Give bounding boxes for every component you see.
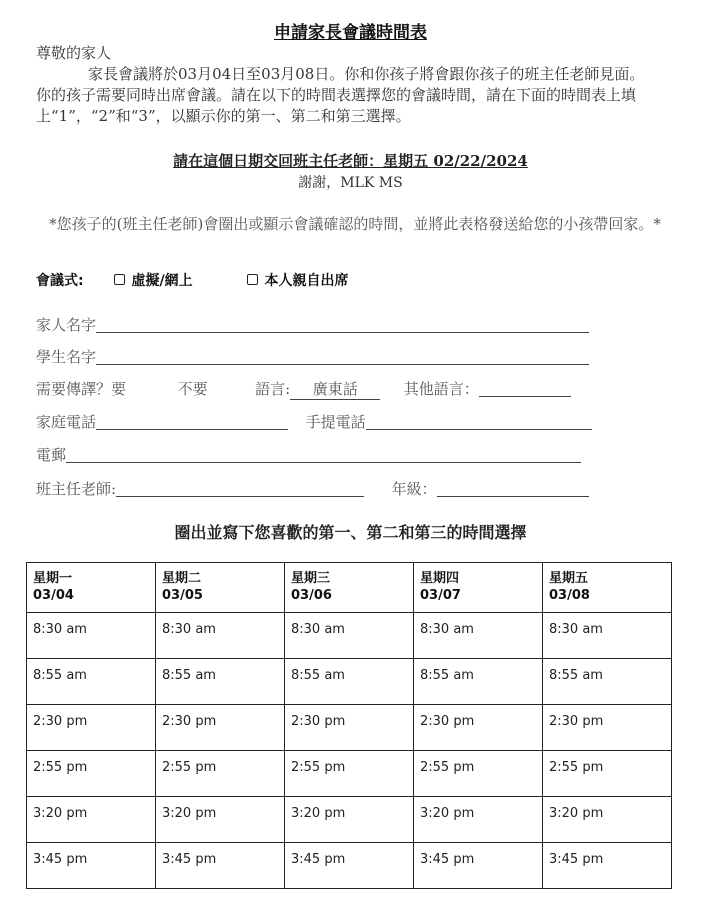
time-slot-cell[interactable]: 3:20 pm: [156, 797, 285, 843]
day-header: [543, 563, 672, 613]
day-name: 星期四: [420, 571, 460, 586]
day-date: 03/06: [291, 588, 332, 603]
time-slot-cell[interactable]: 2:55 pm: [414, 751, 543, 797]
time-slot-cell[interactable]: 2:30 pm: [414, 705, 543, 751]
teacher-row: [36, 478, 589, 499]
virtual-option-label: 虛擬/網上: [131, 273, 193, 289]
time-slot-cell[interactable]: 8:55 am: [285, 659, 414, 705]
grade-label: 年級：: [391, 480, 437, 498]
time-slot-cell[interactable]: 3:45 pm: [414, 843, 543, 889]
language-field[interactable]: 廣東話: [290, 378, 380, 400]
language-label: 語言:: [255, 380, 291, 398]
time-slot-cell[interactable]: 3:20 pm: [285, 797, 414, 843]
meeting-format-label: 會議式:: [36, 273, 84, 289]
family-name-row: [36, 314, 589, 335]
time-slot-cell[interactable]: 2:55 pm: [156, 751, 285, 797]
day-date: 03/04: [33, 588, 74, 603]
time-slot-cell[interactable]: 2:30 pm: [543, 705, 672, 751]
interpreter-yes-label[interactable]: 需要傳譯？要: [36, 380, 127, 398]
time-slot-cell[interactable]: 2:30 pm: [156, 705, 285, 751]
day-date: 03/07: [420, 588, 461, 603]
home-phone-label: 家庭電話: [36, 413, 97, 431]
thanks-signature: 謝謝，MLK MS: [298, 175, 403, 191]
greeting: 尊敬的家人: [36, 44, 112, 62]
family-name-field[interactable]: [96, 316, 589, 333]
time-slot-cell[interactable]: 2:30 pm: [27, 705, 156, 751]
email-row: [36, 444, 581, 465]
grade-field[interactable]: [437, 480, 589, 497]
time-slot-cell[interactable]: 3:45 pm: [543, 843, 672, 889]
schedule-header-row: [27, 563, 672, 613]
time-slot-row: [27, 705, 672, 751]
virtual-checkbox[interactable]: [114, 274, 125, 285]
day-header: [27, 563, 156, 613]
day-header: [414, 563, 543, 613]
in-person-checkbox[interactable]: [247, 274, 258, 285]
email-field[interactable]: [66, 446, 581, 463]
time-slot-cell[interactable]: 2:55 pm: [543, 751, 672, 797]
interpreter-no-label[interactable]: 不要: [177, 380, 208, 398]
student-name-row: [36, 346, 589, 367]
time-slot-cell[interactable]: 8:55 am: [27, 659, 156, 705]
time-slot-row: [27, 797, 672, 843]
time-slot-cell[interactable]: 2:55 pm: [27, 751, 156, 797]
time-slot-row: [27, 613, 672, 659]
time-slot-cell[interactable]: 8:30 am: [27, 613, 156, 659]
confirmation-note: *您孩子的(班主任老師)會圈出或顯示會議確認的時間，並將此表格發送給您的小孩帶回家。*: [49, 215, 661, 233]
other-language-label: 其他語言：: [403, 380, 479, 398]
day-header: [156, 563, 285, 613]
time-slot-cell[interactable]: 3:45 pm: [27, 843, 156, 889]
home-phone-field[interactable]: [96, 413, 288, 430]
teacher-field[interactable]: [116, 480, 364, 497]
day-name: 星期一: [33, 571, 73, 586]
family-name-label: 家人名字: [36, 316, 97, 334]
time-choice-instruction: 圈出並寫下您喜歡的第一、第二和第三的時間選擇: [174, 523, 527, 542]
day-name: 星期二: [162, 571, 202, 586]
time-slot-cell[interactable]: 8:55 am: [156, 659, 285, 705]
virtual-option[interactable]: [114, 270, 192, 290]
day-name: 星期三: [291, 571, 331, 586]
time-slot-row: [27, 751, 672, 797]
day-header: [285, 563, 414, 613]
time-slot-cell[interactable]: 3:20 pm: [543, 797, 672, 843]
time-slot-cell[interactable]: 3:20 pm: [414, 797, 543, 843]
in-person-option-label: 本人親自出席: [264, 273, 349, 289]
time-slot-cell[interactable]: 8:30 am: [156, 613, 285, 659]
time-slot-row: [27, 843, 672, 889]
email-label: 電郵: [36, 446, 67, 464]
student-name-label: 學生名字: [36, 348, 97, 366]
return-deadline: 請在這個日期交回班主任老師：星期五 02/22/2024: [173, 152, 528, 170]
student-name-field[interactable]: [96, 348, 589, 365]
cell-phone-field[interactable]: [366, 413, 592, 430]
time-slot-cell[interactable]: 2:55 pm: [285, 751, 414, 797]
time-slot-cell[interactable]: 3:45 pm: [285, 843, 414, 889]
time-slot-cell[interactable]: 3:45 pm: [156, 843, 285, 889]
teacher-label: 班主任老師:: [36, 480, 117, 498]
time-slot-cell[interactable]: 8:55 am: [414, 659, 543, 705]
day-date: 03/08: [549, 588, 590, 603]
intro-paragraph: 家長會議將於03月04日至03月08日。你和你孩子將會跟你孩子的班主任老師見面。你的孩子需要同時出席會議。請在以下的時間表選擇您的會議時間，請在下面的時間表上填上“1”，“2”和“3”，以顯示你的第一、第二和第三選擇。: [36, 65, 645, 125]
day-date: 03/05: [162, 588, 203, 603]
time-slot-cell[interactable]: 3:20 pm: [27, 797, 156, 843]
interpreter-row: [36, 378, 571, 400]
schedule-table: [26, 562, 672, 889]
meeting-format-row: [36, 270, 348, 290]
day-name: 星期五: [549, 571, 589, 586]
time-slot-cell[interactable]: 8:30 am: [543, 613, 672, 659]
time-slot-cell[interactable]: 8:55 am: [543, 659, 672, 705]
cell-phone-label: 手提電話: [305, 413, 366, 431]
time-slot-cell[interactable]: 2:30 pm: [285, 705, 414, 751]
time-slot-cell[interactable]: 8:30 am: [285, 613, 414, 659]
time-slot-cell[interactable]: 8:30 am: [414, 613, 543, 659]
time-slot-row: [27, 659, 672, 705]
in-person-option[interactable]: [247, 270, 348, 290]
other-language-field[interactable]: [479, 380, 571, 397]
form-title: 申請家長會議時間表: [274, 23, 427, 43]
phone-row: [36, 411, 592, 432]
